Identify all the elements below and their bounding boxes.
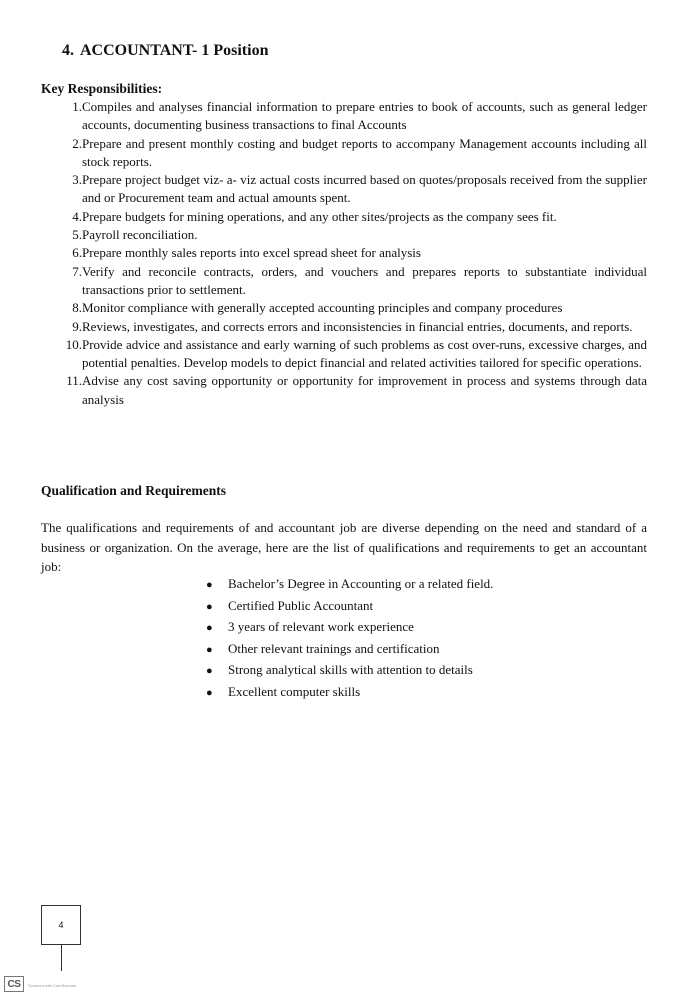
list-item bbox=[41, 244, 647, 262]
section-title-text: ACCOUNTANT- 1 Position bbox=[80, 42, 269, 59]
item-number: 2. bbox=[72, 135, 82, 151]
list-item bbox=[41, 98, 647, 135]
list-item bbox=[41, 318, 647, 336]
responsibilities-list bbox=[41, 98, 647, 409]
bullet-text: Bachelor’s Degree in Accounting or a related field. bbox=[228, 576, 494, 591]
bullet-icon: ● bbox=[206, 665, 213, 677]
list-item bbox=[41, 372, 647, 409]
item-text: Compiles and analyses financial information to prepare entries to book of accounts, such as general ledger accounts, documenting business transactions to final Accounts bbox=[82, 99, 647, 133]
list-item bbox=[206, 574, 493, 596]
list-item bbox=[206, 596, 493, 618]
item-text: Prepare budgets for mining operations, and any other sites/projects as the company sees fit. bbox=[82, 208, 557, 224]
item-number: 4. bbox=[72, 208, 82, 224]
item-text: Verify and reconcile contracts, orders, and vouchers and prepares reports to substantiate individual transactions prior to settlement. bbox=[82, 263, 647, 297]
item-text: Prepare project budget viz- a- viz actual costs incurred based on quotes/proposals received from the supplier and or Procurement team and actual amounts spent. bbox=[82, 172, 647, 206]
bullet-icon: ● bbox=[206, 600, 213, 613]
item-text: Prepare and present monthly costing and budget reports to accompany Management accounts including all stock reports. bbox=[82, 135, 647, 169]
bullet-text: Strong analytical skills with attention to details bbox=[228, 662, 473, 677]
list-item bbox=[206, 639, 493, 661]
item-number: 11. bbox=[66, 373, 82, 389]
qualifications-list bbox=[206, 574, 493, 703]
page-number: 4 bbox=[41, 905, 81, 945]
list-item bbox=[206, 660, 493, 682]
qualifications-heading: Qualification and Requirements bbox=[41, 483, 227, 498]
bullet-icon: ● bbox=[206, 622, 213, 634]
bullet-text: 3 years of relevant work experience bbox=[228, 619, 414, 634]
list-item bbox=[41, 171, 647, 208]
item-text: Prepare monthly sales reports into excel spread sheet for analysis bbox=[82, 245, 421, 261]
item-number: 5. bbox=[72, 227, 82, 243]
list-item bbox=[206, 617, 493, 639]
bullet-icon: ● bbox=[206, 643, 213, 656]
list-item bbox=[41, 226, 647, 244]
qualifications-intro: The qualifications and requirements of and accountant job are diverse depending on the need and standard of a business or organization. On the average, here are the list of qualifications and requirements to get an accountant job: bbox=[41, 520, 647, 574]
item-number: 9. bbox=[72, 318, 82, 334]
bullet-text: Excellent computer skills bbox=[228, 683, 361, 699]
item-number: 6. bbox=[72, 245, 82, 261]
list-item bbox=[41, 299, 647, 317]
bullet-text: Other relevant trainings and certification bbox=[228, 640, 440, 656]
page-title bbox=[62, 41, 268, 61]
item-number: 7. bbox=[72, 263, 82, 279]
page-number-divider bbox=[61, 945, 62, 971]
bullet-text: Certified Public Accountant bbox=[228, 597, 374, 613]
list-item bbox=[206, 682, 493, 704]
list-item bbox=[41, 208, 647, 226]
key-responsibilities-heading: Key Responsibilities: bbox=[41, 81, 163, 96]
camscanner-logo: CS bbox=[4, 976, 24, 992]
item-number: 8. bbox=[72, 300, 82, 316]
list-item bbox=[41, 135, 647, 172]
item-text: Provide advice and assistance and early warning of such problems as cost over-runs, excessive charges, and potential penalties. Develop models to depict financial and related activities tailored for specific operations. bbox=[82, 336, 647, 371]
item-text: Reviews, investigates, and corrects errors and inconsistencies in financial entries, documents, and reports. bbox=[82, 318, 633, 334]
scanner-watermark: Scanned with CamScanner bbox=[28, 983, 77, 988]
item-number: 10. bbox=[65, 336, 82, 352]
item-text: Payroll reconciliation. bbox=[82, 227, 198, 243]
item-number: 3. bbox=[72, 172, 82, 188]
bullet-icon: ● bbox=[206, 579, 213, 591]
item-text: Monitor compliance with generally accepted accounting principles and company procedures bbox=[82, 300, 563, 316]
list-item bbox=[41, 263, 647, 300]
bullet-icon: ● bbox=[206, 686, 213, 699]
item-text: Advise any cost saving opportunity or opportunity for improvement in process and systems through data analysis bbox=[82, 373, 647, 407]
list-item bbox=[41, 336, 647, 373]
section-number: 4. bbox=[62, 42, 74, 59]
item-number: 1. bbox=[72, 99, 82, 114]
